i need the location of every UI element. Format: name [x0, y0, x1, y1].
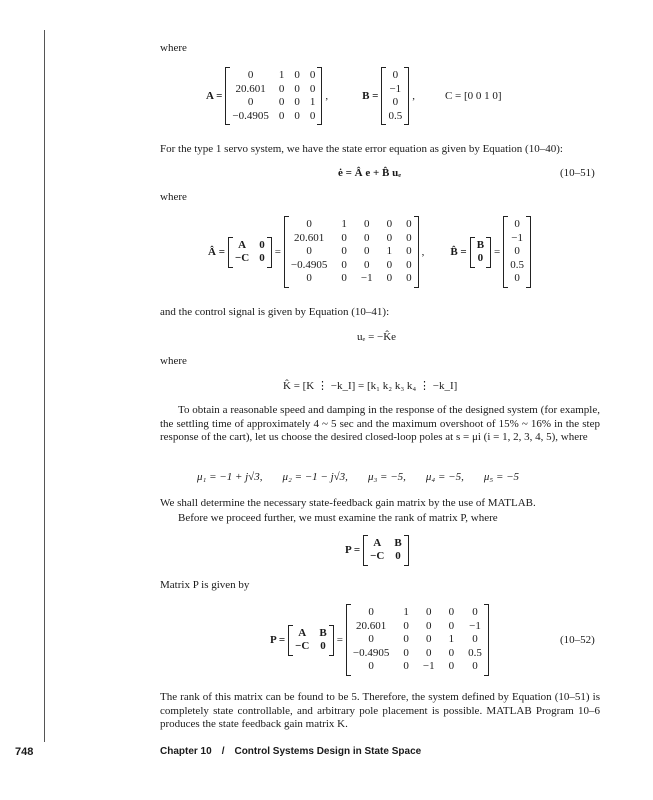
- equals: =: [274, 246, 281, 258]
- matrix-cell: 0: [406, 258, 412, 271]
- matrix-cell: B: [319, 626, 327, 639]
- matrix-cell: −C: [370, 550, 385, 562]
- p-lhs: P =: [345, 544, 361, 556]
- matrix-cell: 20.601: [356, 619, 387, 632]
- matrix-cell: 0: [448, 660, 455, 673]
- p-matrix-equation: [270, 600, 492, 680]
- matrix-cell: 0: [294, 82, 300, 95]
- khat-equation: K̂ = [K ⋮ −k_I] = [k₁ k₂ k₃ k₄ ⋮ −k_I]: [283, 380, 458, 392]
- matrix-cell: 0: [514, 218, 520, 231]
- matrix-cell: 0: [259, 252, 265, 264]
- matrix-cell: −1: [422, 660, 435, 673]
- matrix-cell: 20.601: [294, 231, 325, 244]
- matrix-cell: 0: [406, 272, 412, 285]
- matrix-cell: 0: [363, 231, 370, 244]
- matrix-cell: 0: [320, 640, 326, 652]
- margin-rule: [44, 30, 45, 742]
- matrix-cell: 0: [306, 218, 312, 231]
- matrix-cell: 0: [247, 96, 254, 108]
- matrix-cell: 0: [426, 606, 432, 619]
- pole-2: μ₂ = −1 − j√3,: [282, 471, 348, 483]
- matrix-ahat: [284, 216, 419, 288]
- matrix-cell: 0: [368, 660, 374, 673]
- matrix-cell: A: [298, 626, 307, 639]
- comma: ,: [325, 90, 329, 102]
- paragraph-given: Matrix P is given by: [160, 579, 250, 591]
- matrix-cell: 0: [368, 633, 374, 646]
- matrix-cell: 0: [363, 258, 370, 271]
- p-lhs: P =: [270, 634, 286, 646]
- state-error-equation: ė = Â e + B̂ uₑ: [338, 167, 402, 179]
- poles-line: [197, 471, 519, 483]
- matrix-cell: 0: [448, 646, 455, 659]
- matrix-cell: 0: [403, 633, 409, 646]
- matrix-cell: 0: [309, 109, 316, 122]
- matrix-cell: 0: [259, 238, 265, 251]
- matrix-cell: 0: [363, 218, 370, 231]
- pole-3: μ₃ = −5,: [367, 471, 406, 483]
- matrix-cell: 1: [448, 633, 455, 646]
- block-matrix-p: [363, 535, 409, 566]
- matrix-cell: 0: [406, 245, 412, 258]
- matrix-cell: 0.5: [510, 258, 525, 271]
- matrix-cell: 0: [403, 646, 409, 659]
- matrix-cell: 0: [341, 272, 347, 285]
- matrix-cell: 0: [386, 258, 393, 271]
- matrix-cell: 0: [514, 272, 520, 285]
- paragraph-before: Before we proceed further, we must examine the rank of matrix P, where: [178, 512, 498, 524]
- matrix-cell: 0.5: [468, 646, 482, 659]
- pole-1: μ₁ = −1 + j√3,: [197, 471, 263, 483]
- matrix-cell: 0: [278, 109, 285, 122]
- equals: =: [336, 634, 343, 646]
- matrix-cell: 0: [448, 619, 455, 632]
- matrix-cell: A: [238, 238, 247, 251]
- paragraph-matlab: We shall determine the necessary state-feedback gain matrix by the use of MATLAB.: [160, 497, 536, 509]
- matrix-cell: −1: [360, 272, 373, 285]
- matrix-cell: −1: [389, 82, 402, 95]
- matrix-cell: 0: [406, 218, 412, 231]
- matrix-cell: 1: [341, 218, 347, 231]
- matrix-cell: 0: [341, 258, 347, 271]
- matrix-cell: 0: [403, 660, 409, 673]
- paragraph-obtain: To obtain a reasonable speed and damping in the response of the designed system (for example, the settling time of approximately 4 ~ 5 sec and the maximum overshoot of 15% ~ 16% in the step response of the cart), let us choose the desired closed-loop poles at s = μi (i = 1, 2, 3, 4, 5), where: [160, 404, 600, 444]
- pole-4: μ₄ = −5,: [425, 471, 464, 483]
- matrix-cell: 1: [309, 96, 316, 108]
- matrix-cell: 0: [341, 245, 347, 258]
- augmented-matrices: [208, 212, 534, 292]
- matrix-cell: 0: [278, 96, 285, 108]
- block-matrix-bhat: [470, 237, 491, 268]
- matrix-cell: 1: [386, 245, 393, 258]
- matrix-cell: 0: [426, 633, 432, 646]
- equals: =: [494, 246, 501, 258]
- matrix-cell: 0: [294, 69, 300, 81]
- matrix-cell: 0: [426, 646, 432, 659]
- matrix-cell: 0: [406, 231, 412, 244]
- pole-5: μ₅ = −5: [483, 471, 520, 483]
- matrix-b: [381, 67, 409, 125]
- matrix-cell: 0: [403, 619, 409, 632]
- matrix-p: [346, 604, 489, 676]
- matrix-cell: 0: [247, 69, 254, 81]
- equation-number-10-52: (10–52): [560, 634, 595, 646]
- matrix-cell: 0: [306, 245, 312, 258]
- matrix-cell: −1: [511, 231, 523, 244]
- matrix-cell: 0: [294, 96, 300, 108]
- matrix-cell: 0: [294, 109, 300, 122]
- p-definition: [345, 532, 412, 568]
- where-label: where: [160, 355, 187, 367]
- matrix-cell: −0.4905: [352, 646, 390, 659]
- page-number: 748: [15, 746, 34, 758]
- matrix-cell: 0: [278, 82, 285, 95]
- matrix-cell: 1: [278, 69, 285, 81]
- paragraph-rank: The rank of this matrix can be found to be 5. Therefore, the system defined by Equation (10–51) is completely state controllable, and arbitrary pole placement is possible. MATLAB Program 10–6 produces the state feedback gain matrix K.: [160, 691, 600, 731]
- c-equation: C = [0 0 1 0]: [444, 90, 502, 102]
- matrix-cell: 0: [386, 231, 393, 244]
- block-matrix-p: [288, 625, 334, 656]
- matrix-cell: B: [394, 536, 402, 549]
- chapter-label: Chapter 10: [160, 746, 212, 757]
- footer-separator: /: [221, 746, 225, 757]
- chapter-title: Control Systems Design in State Space: [234, 746, 422, 757]
- control-signal-equation: uₑ = −K̂e: [357, 331, 397, 343]
- comma: ,: [412, 90, 415, 102]
- running-footer: [160, 746, 421, 757]
- comma: ,: [421, 246, 425, 258]
- matrix-cell: 0: [368, 606, 374, 619]
- matrix-cell: 0: [392, 96, 399, 108]
- matrix-cell: 0.5: [388, 109, 403, 122]
- matrix-cell: 0: [472, 660, 478, 673]
- matrix-cell: 1: [403, 606, 409, 619]
- matrix-cell: 0: [395, 550, 401, 562]
- matrix-cell: 0: [392, 69, 399, 81]
- matrix-cell: 0: [386, 272, 393, 285]
- matrix-cell: 0: [426, 619, 432, 632]
- matrix-a: [225, 67, 322, 125]
- matrix-cell: 20.601: [235, 82, 266, 95]
- bhat-lhs: B̂ =: [450, 246, 467, 258]
- where-label: where: [160, 42, 187, 54]
- matrix-cell: −0.4905: [290, 258, 328, 271]
- paragraph-type1: For the type 1 servo system, we have the state error equation as given by Equation (10–40):: [160, 143, 563, 155]
- matrix-cell: 0: [472, 606, 478, 619]
- matrix-cell: 0: [477, 252, 484, 264]
- matrix-cell: B: [476, 238, 485, 251]
- matrix-cell: 0: [309, 69, 316, 81]
- b-lhs: B =: [362, 90, 379, 102]
- matrix-cell: 0: [448, 606, 455, 619]
- matrix-cell: −C: [234, 252, 250, 264]
- matrix-cell: 0: [309, 82, 316, 95]
- matrix-cell: A: [373, 536, 382, 549]
- matrix-cell: −C: [295, 640, 310, 652]
- matrix-cell: 0: [514, 245, 520, 258]
- a-lhs: A =: [206, 90, 223, 102]
- matrix-cell: 0: [306, 272, 312, 285]
- block-matrix-ahat: [228, 237, 272, 268]
- equation-number-10-51: (10–51): [560, 167, 595, 179]
- matrix-cell: 0: [363, 245, 370, 258]
- matrix-cell: −0.4905: [232, 109, 269, 122]
- matrix-cell: 0: [472, 633, 478, 646]
- matrix-cell: −1: [469, 619, 481, 632]
- ahat-lhs: Â =: [208, 246, 225, 258]
- paragraph-control: and the control signal is given by Equation (10–41):: [160, 306, 390, 318]
- matrix-bhat: [503, 216, 531, 288]
- matrix-cell: 0: [341, 231, 347, 244]
- system-matrices: [206, 62, 502, 130]
- where-label: where: [160, 191, 187, 203]
- matrix-cell: 0: [386, 218, 393, 231]
